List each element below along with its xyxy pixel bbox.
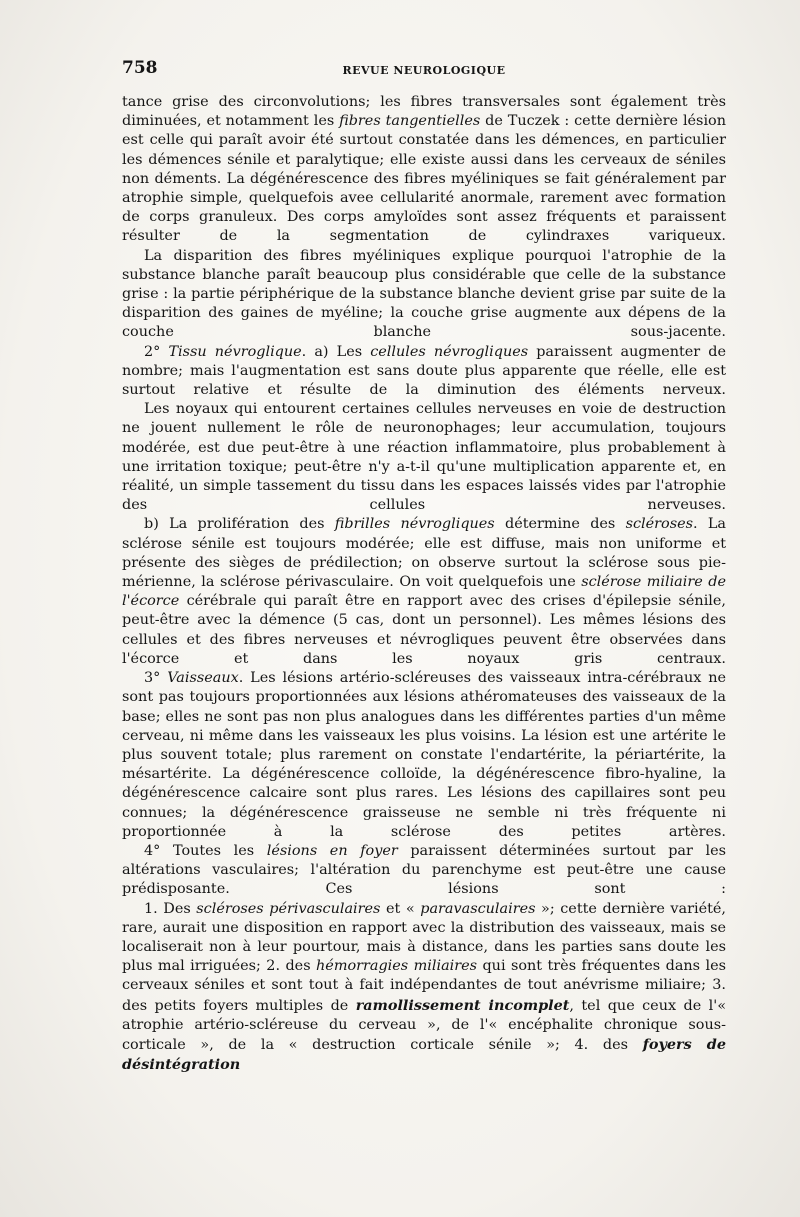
text-run: , tel que ceux de l'« atrophie artério-scléreuse du cerveau », de l'« encéphalite chronique sous-corticale », de la « destruction corticale sénile »; 4. des bbox=[122, 997, 726, 1053]
text-run: . a) Les bbox=[301, 343, 371, 360]
text-run: La disparition des fibres myéliniques explique pourquoi l'atrophie de la substance blanche paraît beaucoup plus considérable que celle de la substance grise : la partie périphérique de la substance blanche devient grise par suite de la disparition des gaines de myéline; la couche grise augmente aux dépens de la couche blanche sous-jacente. bbox=[122, 247, 726, 341]
text-run: détermine des bbox=[494, 516, 626, 533]
text-run: . Les lésions artério-scléreuses des vaisseaux intra-cérébraux ne sont pas toujours proportionnées aux lésions athéromateuses des vaisseaux de la base; elles ne sont pas non plus analogues dans les différentes parties d'un même cerveau, ni même dans les vaisseaux les plus voisins. La lésion est une artérite le plus souvent totale; plus rarement on constate l'endartérite, la périartérite, la mésartérite. La dégénérescence colloïde, la dégénérescence fibro-hyaline, la dégénérescence calcaire sont plus rares. Les lésions des capillaires sont peu connues; la dégénérescence graisseuse ne semble ni très fréquente ni proportionnée à la sclérose des petites artères. bbox=[122, 670, 726, 840]
text-run: cérébrale qui paraît être en rapport avec des crises d'épilepsie sénile, peut-être avec la démence (5 cas, dont un personnel). Les mêmes lésions des cellules et des fibres nerveuses et névrogliques peuvent être observées dans l'écorce et dans les noyaux gris centraux. bbox=[122, 593, 726, 667]
paragraph bbox=[122, 247, 726, 343]
italic-text: fibres tangentielles bbox=[339, 113, 481, 130]
text-run: . La sclérose sénile est toujours modérée; elle est diffuse, mais non uniforme et présente des sièges de prédilection; on observe surtout la sclérose sous pie-mérienne, la sclérose périvasculaire. On voit quelquefois une bbox=[122, 516, 726, 591]
body-text bbox=[122, 93, 726, 1075]
italic-text: lésions en foyer bbox=[266, 842, 398, 859]
text-run: tance grise des circonvolutions; les fibres transversales sont également très diminuées, et notamment les bbox=[122, 94, 726, 130]
text-run: paraissent augmenter de nombre; mais l'augmentation est sans doute plus apparente que réelle, elle est surtout relative et résulte de la diminution des éléments nerveux. bbox=[122, 343, 727, 399]
italic-text: sclérose miliaire de l'écorce bbox=[122, 574, 726, 610]
paragraph bbox=[122, 669, 726, 842]
italic-text: paravasculaires bbox=[420, 900, 536, 917]
bold-italic-text: ramollissement incomplet bbox=[355, 996, 570, 1014]
running-title: REVUE NEUROLOGIQUE bbox=[342, 64, 506, 77]
italic-text: scléroses périvasculaires bbox=[196, 900, 381, 917]
text-run: 1. Des bbox=[144, 900, 197, 917]
bold-italic-text: foyers de désintégration bbox=[122, 1035, 726, 1074]
text-run: paraissent déterminées surtout par les altérations vasculaires; l'altération du parenchyme est peut-être une cause prédisposante. Ces lésions sont : bbox=[122, 842, 727, 898]
paragraph bbox=[122, 900, 726, 1076]
paragraph bbox=[122, 842, 726, 900]
page-header bbox=[122, 58, 726, 82]
italic-text: Vaisseaux bbox=[167, 670, 239, 687]
italic-text: hémorragies miliaires bbox=[316, 958, 478, 975]
paragraph bbox=[122, 400, 726, 515]
text-run: 3° bbox=[144, 670, 168, 687]
page-number: 758 bbox=[122, 58, 158, 78]
text-run: 2° bbox=[144, 343, 169, 360]
text-run: et « bbox=[380, 900, 421, 917]
text-run: de Tuczek : cette dernière lésion est celle qui paraît avoir été surtout constatée dans les démences, en particulier les démences sénile et paralytique; elle existe aussi dans les cerveaux de séniles non déments. La dégénérescence des fibres myéliniques se fait généralement par atrophie simple, quelquefois avee cellularité anormale, rarement avec formation de corps granuleux. Des corps amyloïdes sont assez fréquents et paraissent résulter de la segmentation de cylindraxes variqueux. bbox=[122, 113, 726, 245]
paragraph bbox=[122, 515, 726, 669]
text-run: »; cette dernière variété, rare, aurait une disposition en rapport avec la distribution des vaisseaux, mais se localiserait non à leur pourtour, mais à distance, dans les parties sans doute les plus mal irriguées; 2. des bbox=[122, 900, 726, 975]
italic-text: fibrilles névrogliques bbox=[334, 516, 495, 533]
italic-text: scléroses bbox=[625, 516, 693, 533]
paragraph bbox=[122, 343, 726, 401]
text-run: Les noyaux qui entourent certaines cellules nerveuses en voie de destruction ne jouent nullement le rôle de neuronophages; leur accumulation, toujours modérée, est due peut-être à une réaction inflammatoire, plus probablement à une irritation toxique; peut-être n'y a-t-il qu'une multiplication apparente et, en réalité, un simple tassement du tissu dans les espaces laissés vides par l'atrophie des cellules nerveuses. bbox=[122, 401, 726, 514]
paragraph bbox=[122, 93, 726, 247]
italic-text: cellules névrogliques bbox=[370, 343, 529, 360]
text-run: b) La prolifération des bbox=[144, 516, 335, 533]
text-run: qui sont très fréquentes dans les cerveaux séniles et sont tout à fait indépendantes de tout anévrisme miliaire; 3. des petits foyers multiples de bbox=[122, 958, 726, 1014]
italic-text: Tissu névroglique bbox=[168, 343, 302, 360]
text-run: 4° Toutes les bbox=[144, 842, 267, 859]
